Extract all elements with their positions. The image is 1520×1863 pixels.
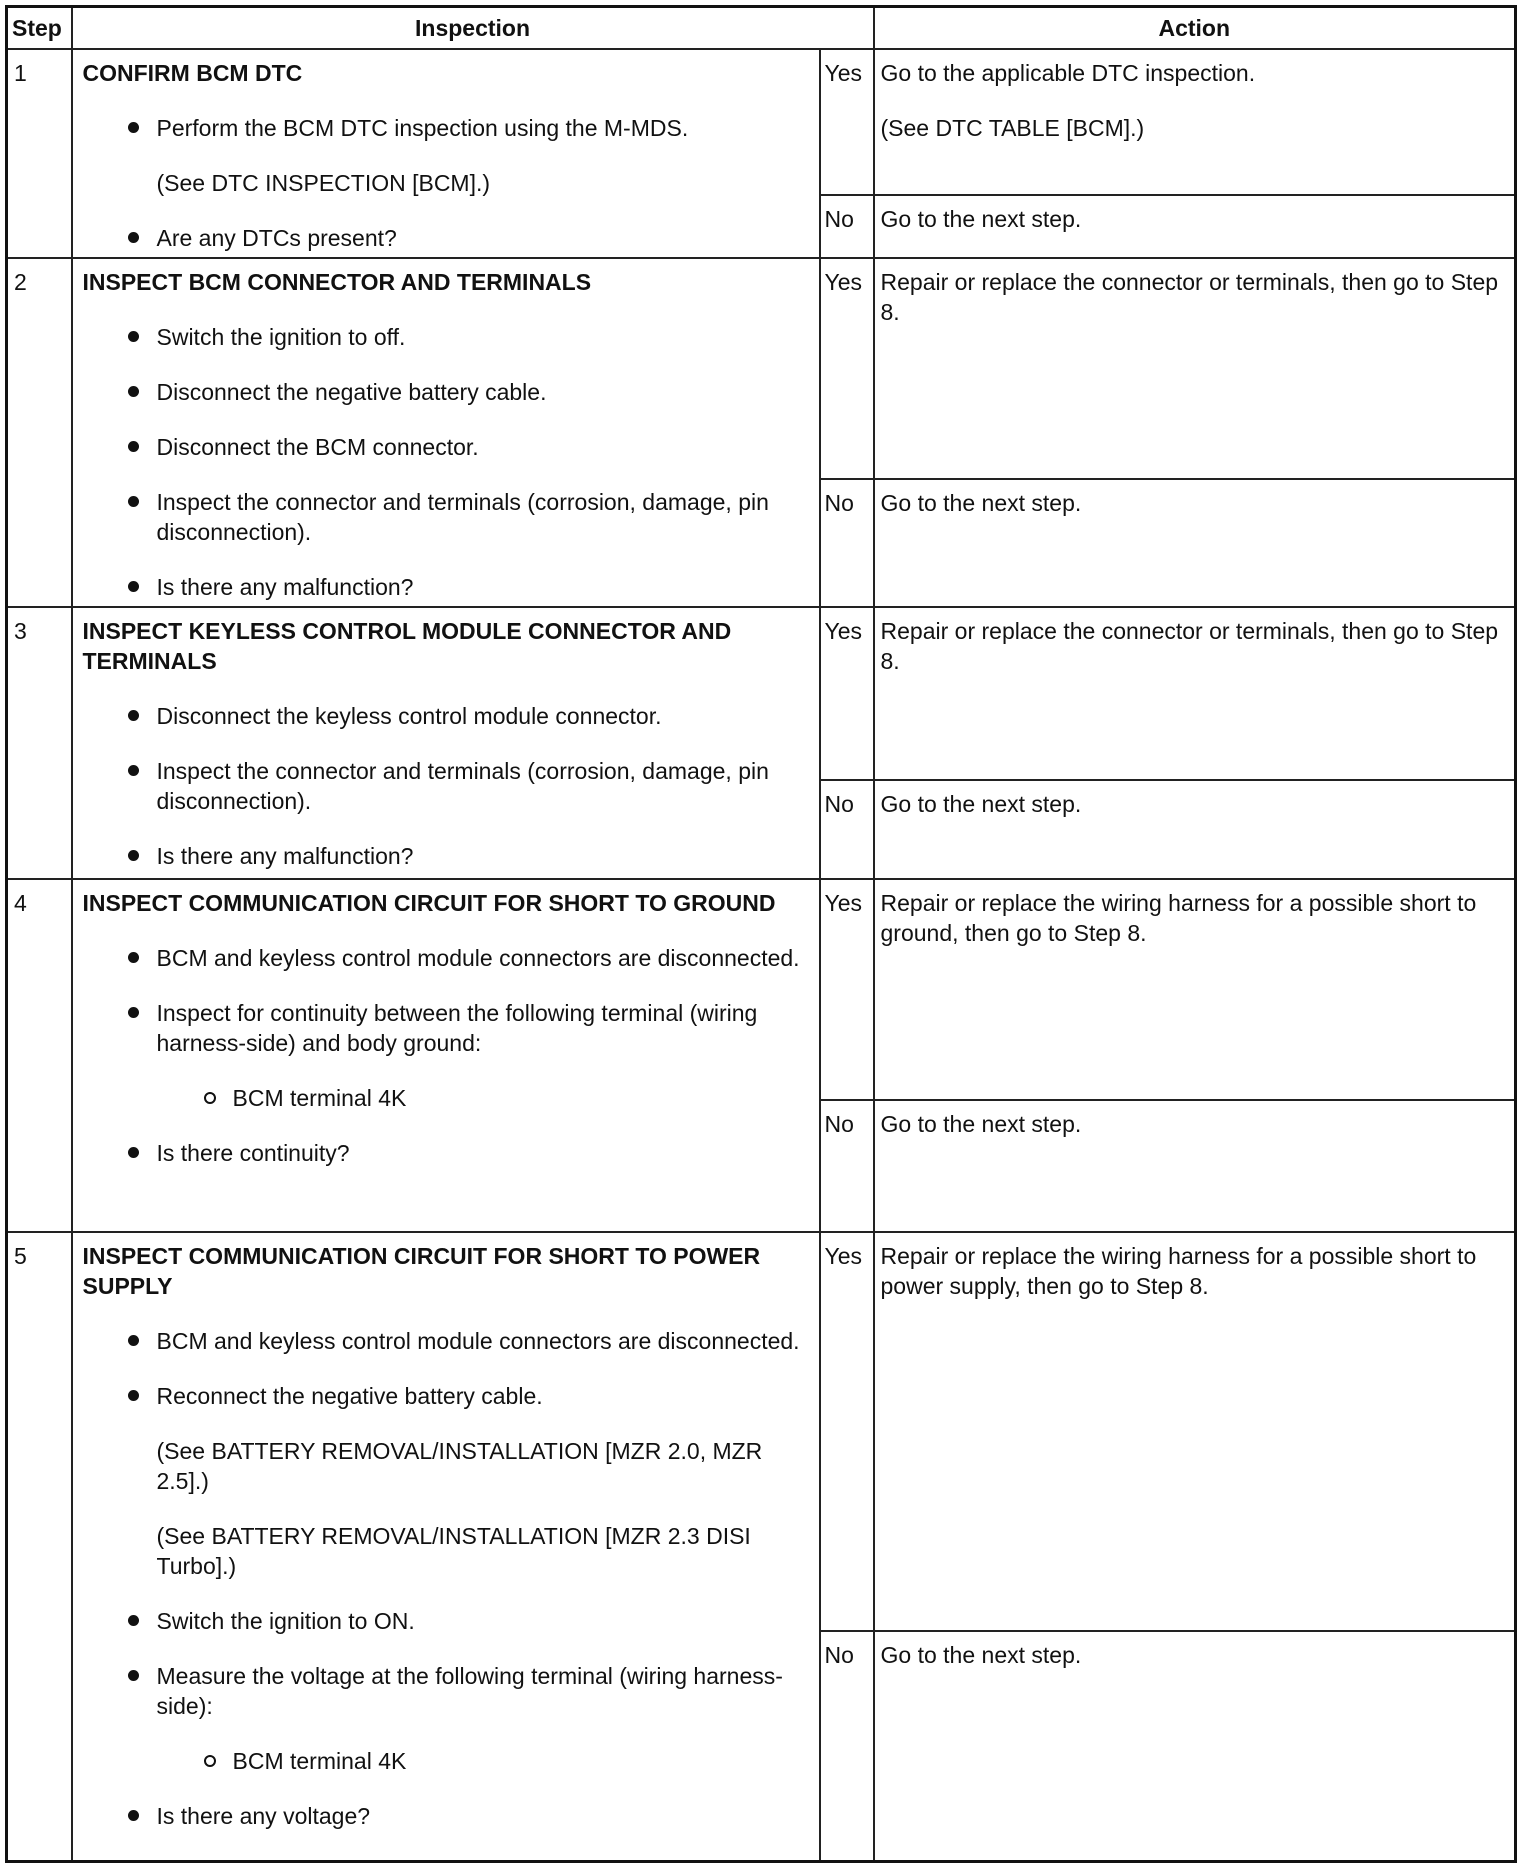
header-step: Step (7, 7, 72, 50)
no-label: No (820, 1631, 874, 1861)
no-label: No (820, 780, 874, 879)
yes-action: Repair or replace the wiring harness for a possible short to ground, then go to Step 8. (874, 879, 1516, 1100)
bullet-item: Inspect the connector and terminals (corrosion, damage, pin disconnection). (83, 756, 809, 816)
bullet-item: Is there any malfunction? (83, 572, 809, 602)
bullet-item: Inspect for continuity between the following terminal (wiring harness-side) and body ground: (83, 998, 809, 1058)
bullet-item: BCM and keyless control module connectors are disconnected. (83, 943, 809, 973)
no-action: Go to the next step. (874, 1631, 1516, 1861)
bullet-item: Switch the ignition to off. (83, 322, 809, 352)
table-header-row (7, 7, 1516, 50)
no-label: No (820, 1100, 874, 1232)
table-row (7, 258, 1516, 479)
header-action: Action (874, 7, 1516, 50)
table-row (7, 607, 1516, 780)
bullet-item: Switch the ignition to ON. (83, 1606, 809, 1636)
table-row (7, 879, 1516, 1100)
step-title: INSPECT COMMUNICATION CIRCUIT FOR SHORT TO GROUND (82, 890, 776, 916)
step-title: INSPECT COMMUNICATION CIRCUIT FOR SHORT TO POWER SUPPLY (82, 1243, 761, 1299)
yes-action-text: Go to the applicable DTC inspection. (880, 60, 1256, 86)
step-title: CONFIRM BCM DTC (82, 60, 303, 86)
bullet-item: BCM and keyless control module connectors are disconnected. (83, 1326, 809, 1356)
step-title: INSPECT KEYLESS CONTROL MODULE CONNECTOR AND TERMINALS (82, 618, 732, 674)
header-inspection: Inspection (72, 7, 874, 50)
yes-action (874, 49, 1516, 195)
step-number: 5 (7, 1232, 72, 1861)
yes-action: Repair or replace the wiring harness for a possible short to power supply, then go to Step 8. (874, 1232, 1516, 1631)
inspection-table (5, 5, 1517, 1863)
sub-bullet-item: BCM terminal 4K (83, 1083, 809, 1113)
step-number: 4 (7, 879, 72, 1232)
sub-bullet-item: BCM terminal 4K (83, 1746, 809, 1776)
inspection-cell (72, 607, 820, 879)
inspection-cell (72, 258, 820, 607)
reference-note: (See DTC INSPECTION [BCM].) (156, 170, 491, 196)
bullet-item: Disconnect the BCM connector. (83, 432, 809, 462)
yes-label: Yes (820, 879, 874, 1100)
step-number: 2 (7, 258, 72, 607)
bullet-item: Perform the BCM DTC inspection using the M-MDS. (83, 113, 809, 143)
inspection-cell (72, 49, 820, 258)
yes-label: Yes (820, 258, 874, 479)
reference-note: (See BATTERY REMOVAL/INSTALLATION [MZR 2.0, MZR 2.5].) (156, 1438, 763, 1494)
bullet-item: Reconnect the negative battery cable. (83, 1381, 809, 1411)
reference-note: (See BATTERY REMOVAL/INSTALLATION [MZR 2.3 DISI Turbo].) (156, 1523, 751, 1579)
yes-action: Repair or replace the connector or terminals, then go to Step 8. (874, 607, 1516, 780)
yes-action-note: (See DTC TABLE [BCM].) (880, 115, 1145, 141)
bullet-item: Disconnect the negative battery cable. (83, 377, 809, 407)
no-action: Go to the next step. (874, 780, 1516, 879)
step-number: 3 (7, 607, 72, 879)
bullet-item: Inspect the connector and terminals (corrosion, damage, pin disconnection). (83, 487, 809, 547)
step-number: 1 (7, 49, 72, 258)
bullet-item: Is there any voltage? (83, 1801, 809, 1831)
yes-action: Repair or replace the connector or terminals, then go to Step 8. (874, 258, 1516, 479)
inspection-cell (72, 879, 820, 1232)
no-action: Go to the next step. (874, 195, 1516, 258)
bullet-item: Measure the voltage at the following terminal (wiring harness-side): (83, 1661, 809, 1721)
bullet-item: Is there continuity? (83, 1138, 809, 1168)
yes-label: Yes (820, 607, 874, 780)
no-action: Go to the next step. (874, 1100, 1516, 1232)
table-row (7, 49, 1516, 195)
yes-label: Yes (820, 49, 874, 195)
bullet-item: Are any DTCs present? (83, 223, 809, 253)
no-action: Go to the next step. (874, 479, 1516, 607)
bullet-item: Is there any malfunction? (83, 841, 809, 871)
no-label: No (820, 195, 874, 258)
step-title: INSPECT BCM CONNECTOR AND TERMINALS (82, 269, 592, 295)
yes-label: Yes (820, 1232, 874, 1631)
no-label: No (820, 479, 874, 607)
inspection-cell (72, 1232, 820, 1861)
table-row (7, 1232, 1516, 1631)
bullet-item: Disconnect the keyless control module connector. (83, 701, 809, 731)
